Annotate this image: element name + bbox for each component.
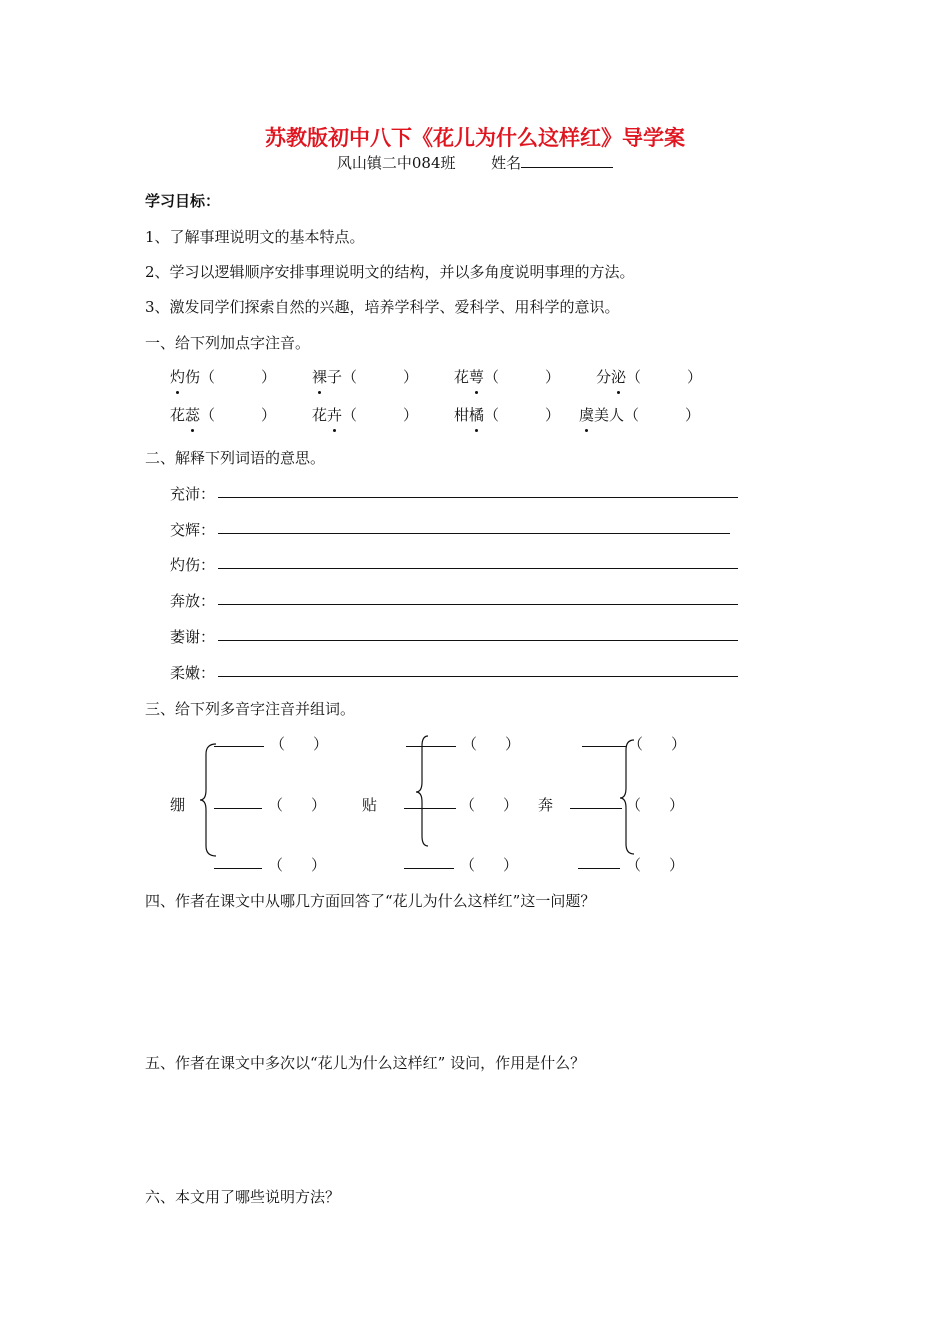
- word-label: 柔嫩：: [170, 664, 216, 682]
- subtitle: [0, 152, 950, 173]
- left-brace-icon: [410, 734, 430, 848]
- pinyin-item: 柑橘（ ）: [454, 406, 561, 424]
- objective-item: 2、学习以逻辑顺序安排事理说明文的结构，并以多角度说明事理的方法。: [145, 263, 635, 281]
- school-class: 风山镇二中084班: [336, 154, 456, 172]
- word-label: 充沛：: [170, 485, 216, 503]
- word-blank[interactable]: [582, 746, 626, 747]
- polyphone-char: 贴: [362, 796, 378, 814]
- word-label: 萎谢：: [170, 628, 216, 646]
- pinyin-paren: （ ）: [268, 796, 327, 814]
- pinyin-item: 裸子（ ）: [312, 368, 419, 386]
- pinyin-paren: （ ）: [462, 735, 521, 753]
- word-blank[interactable]: [406, 746, 456, 747]
- word-blank[interactable]: [214, 868, 262, 869]
- section4-heading: 四、作者在课文中从哪几方面回答了“花儿为什么这样红”这一问题？: [145, 892, 596, 910]
- answer-line[interactable]: [218, 640, 738, 641]
- pinyin-item: 灼伤（ ）: [170, 368, 277, 386]
- word-label: 灼伤：: [170, 556, 216, 574]
- pinyin-paren: （ ）: [628, 735, 687, 753]
- name-blank[interactable]: [521, 153, 613, 168]
- pinyin-paren: （ ）: [270, 735, 329, 753]
- pinyin-item: 花萼（ ）: [454, 368, 561, 386]
- word-blank[interactable]: [404, 868, 454, 869]
- name-label: 姓名: [491, 154, 522, 172]
- polyphone-char: 奔: [538, 796, 554, 814]
- pinyin-item: 分泌（ ）: [596, 368, 703, 386]
- word-blank[interactable]: [570, 808, 622, 809]
- pinyin-paren: （ ）: [626, 856, 685, 874]
- word-label: 奔放：: [170, 592, 216, 610]
- answer-line[interactable]: [218, 568, 738, 569]
- section5-heading: 五、作者在课文中多次以“花儿为什么这样红” 设问，作用是什么？: [145, 1054, 586, 1072]
- pinyin-item: 虞美人（ ）: [579, 406, 701, 424]
- section3-heading: 三、给下列多音字注音并组词。: [145, 700, 356, 718]
- pinyin-item: 花卉（ ）: [312, 406, 419, 424]
- pinyin-paren: （ ）: [460, 856, 519, 874]
- answer-line[interactable]: [218, 604, 738, 605]
- objective-item: 1、了解事理说明文的基本特点。: [145, 228, 365, 246]
- answer-line[interactable]: [218, 676, 738, 677]
- pinyin-paren: （ ）: [626, 796, 685, 814]
- word-label: 交辉：: [170, 521, 216, 539]
- left-brace-icon: [198, 742, 218, 858]
- section6-heading: 六、本文用了哪些说明方法？: [145, 1188, 341, 1206]
- section2-heading: 二、解释下列词语的意思。: [145, 449, 326, 467]
- answer-line[interactable]: [218, 497, 738, 498]
- answer-line[interactable]: [218, 533, 730, 534]
- pinyin-paren: （ ）: [268, 856, 327, 874]
- polyphone-char: 绷: [170, 796, 186, 814]
- word-blank[interactable]: [404, 808, 456, 809]
- word-blank[interactable]: [578, 868, 620, 869]
- pinyin-paren: （ ）: [460, 796, 519, 814]
- word-blank[interactable]: [214, 808, 262, 809]
- page-title: 苏教版初中八下《花儿为什么这样红》导学案: [265, 126, 685, 150]
- word-blank[interactable]: [214, 746, 264, 747]
- section1-heading: 一、给下列加点字注音。: [145, 334, 311, 352]
- objectives-heading: 学习目标：: [145, 192, 221, 210]
- objective-item: 3、激发同学们探索自然的兴趣，培养学科学、爱科学、用科学的意识。: [145, 298, 620, 316]
- pinyin-item: 花蕊（ ）: [170, 406, 277, 424]
